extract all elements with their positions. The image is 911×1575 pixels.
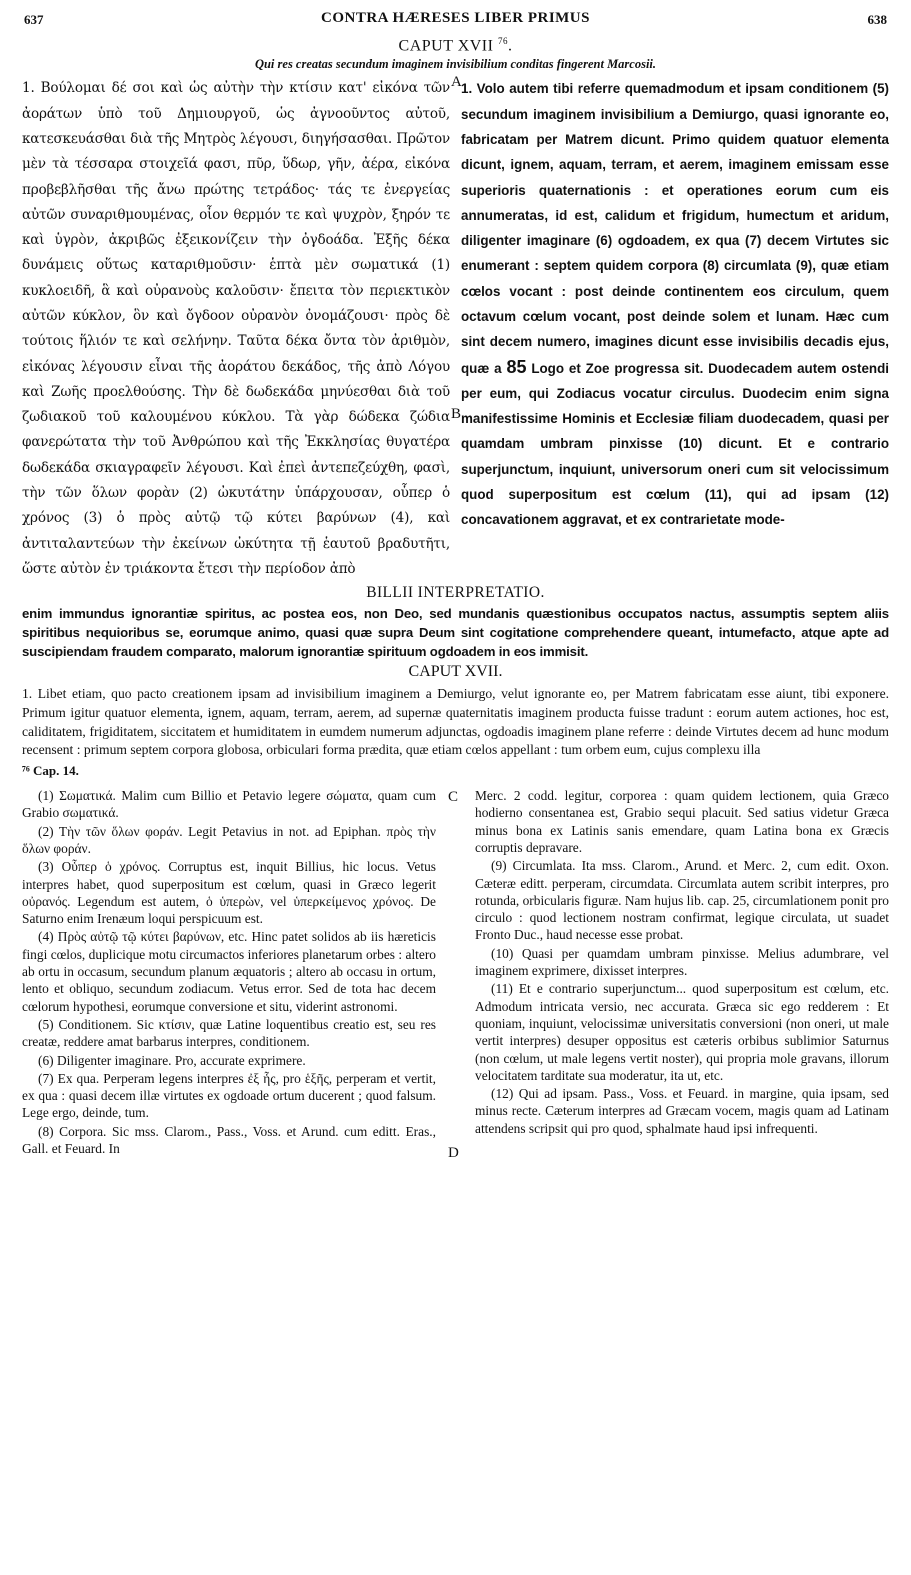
margin-letter-a: A <box>451 74 462 91</box>
greek-column <box>22 76 450 582</box>
note: (10) Quasi per quamdam umbram pinxisse. Melius adumbrare, vel imaginem exprimere, dixisset interpres. <box>475 945 889 979</box>
note: (8) Corpora. Sic mss. Clarom., Pass., Voss. et Arund. cum editt. Eras., Gall. et Feuard. In <box>22 1123 436 1157</box>
footnote-reference: ⁷⁶ Cap. 14. <box>22 763 79 779</box>
latin-text-part2: Logo et Zoe progressa sit. Duodecadem autem ostendi per eum, qui Zodiacus vocatur circulus. Duodecim enim signa manifestissime Hominis et Ecclesiæ filiam duodecadem, quasi per quamdam umbram pinxisse (10) dicunt. Et e contrario superjunctum, inquiunt, universorum oneri cum sit velocissimum quod superpositum est cœlum (11), qui ad ipsam (12) concavationem aggravat, et ex contrarietate mode- <box>461 360 889 528</box>
chapter-2-text: 1. Libet etiam, quo pacto creationem ipsam ad invisibilium imaginem a Demiurgo, velut ignorante eo, per Matrem fabricatam esse aiunt, tibi exponere. Primum igitur quatuor elementa, ignem, aquam, terram, aerem, ad supernæ quaternitatis imaginem producta fuisse tradunt : eorum autem actiones, hoc est, caliditatem, frigiditatem, siccitatem et humiditatem in eumdem numerum adjunctas, ogdoadis imaginem plane referre : deinde Virtutes decem ad hunc modum recensent : primum septem corpora globosa, orbiculari forma prædita, quæ etiam cœlos appellant : tum orbem eum, cujus complexu illa <box>22 686 889 758</box>
notes-left-column <box>22 787 436 1158</box>
note: (7) Ex qua. Perperam legens interpres ἐξ ἧς, pro ἑξῆς, perperam et vertit, ex qua : quasi decem illæ virtutes ex ogdoade ortum ducerent ; quod falsum. Lege ergo, deinde, tum. <box>22 1070 436 1121</box>
chapter-heading-2: CAPUT XVII. <box>408 663 503 681</box>
chapter-label: CAPUT XVII <box>398 37 494 55</box>
billii-heading: BILLII INTERPRETATIO. <box>366 584 545 602</box>
note: (6) Diligenter imaginare. Pro, accurate exprimere. <box>38 1052 306 1068</box>
page-header <box>22 6 889 34</box>
margin-letter-d: D <box>448 1145 459 1162</box>
page-number-left: 637 <box>24 12 44 27</box>
notes-section <box>22 787 889 1162</box>
margin-letter-c: C <box>448 789 459 806</box>
note: (11) Et e contrario superjunctum... quod superpositum est cœlum, etc. Admodum intricata versio, nec accurata. Græca sic ego redderem : Et quoniam, inquiunt, velocissimæ universitatis conversioni (non oneri, ut male vertit interpres) desuper oppositus est cæteris orbibus sublimior Saturnus (non cœlum, ut male legens vertit noster), qui propria mole gravans, illorum velocitatem tarditate sua moderatur, ita ut, etc. <box>475 981 889 1083</box>
notes-right-column <box>475 787 889 1158</box>
parallel-text <box>22 76 889 582</box>
chapter-suffix: . <box>507 37 513 55</box>
note: (9) Circumlata. Ita mss. Clarom., Arund. et Merc. 2, cum edit. Oxon. Cæteræ editt. perperam, circumdata. Circumlata autem scribit interpres, pro rotunda, orbicularis figuræ. Nam hujus lib. cap. 25, circumlationem ponit pro circulo : quod lectionem nostram confirmat, legique circulata, ut suadet Fronto Duc., haud necesse esse probat. <box>475 858 889 943</box>
latin-text <box>461 76 889 532</box>
margin-letter-b: B <box>451 406 462 423</box>
latin-column <box>461 76 889 582</box>
page-number-right: 638 <box>867 12 887 27</box>
note: (2) Τὴν τῶν ὅλων φοράν. Legit Petavius in not. ad Epiphan. πρὸς τὴν ὅλων φοράν. <box>22 823 436 856</box>
note: (12) Qui ad ipsam. Pass., Voss. et Feuard. in margine, quia ipsam, sed minus recte. Cæterum interpres ad Græcam vocem, magis quam ad Latinam attendens scripsit qui pro quod, sphalmate haud ipsi infrequenti. <box>475 1086 889 1136</box>
note: (3) Οὗπερ ὁ χρόνος. Corruptus est, inquit Billius, hic locus. Vetus interpres habet, quod superpositum est cœlum, quasi in Græco legerit οὐρανός. Legendum est autem, ὁ ὑπερὼν, vel ὑπερκείμενος χρόνος. De Saturno enim Irenæum loqui perspicuum est. <box>22 859 436 927</box>
latin-marginal-number: 85 <box>506 356 527 377</box>
note: (4) Πρὸς αὐτῷ τῷ κύτει βαρύνων, etc. Hinc patet solidos ab iis hæreticis fingi cœlos, duplicique motu circumactos inferiores planetarum orbes : altero ab ortu in occasum, secundum planum æquatoris ; altero ab occasu in ortum, lento et obliquo, secundum zodiacum. Vetus error. Sed de tota hac decem cœlorum hypothesi, eorumque conversione et situ, viderint astronomi. <box>22 929 436 1014</box>
chapter-subtitle: Qui res creatas secundum imaginem invisibilium conditas fingerent Marcosii. <box>254 57 657 72</box>
note: Merc. 2 codd. legitur, corporea : quam quidem lectionem, quia Græco hodierno consentanea est, Grabio sequi placuit. Sed satius videtur Græca minus bona ex Latinis sanis emendare, quam Latina bona ex Græcis corruptis depravare. <box>475 788 889 855</box>
note: (1) Σωματικά. Malim cum Billio et Petavio legere σώματα, quam cum Grabio σωματικά. <box>22 788 436 821</box>
latin-text-part1: 1. Volo autem tibi referre quemadmodum et ipsam conditionem (5) secundum imaginem invisibilium a Demiurgo, quasi ignorante eo, fabricatam per Matrem dicunt. Primo quidem quatuor elementa dicunt, ignem, aquam, terram, et aerem, imaginem emissam esse superioris quaternationis : et operationes eorum cum eis annumeratas, id est, calidum et frigidum, humectum et aridum, diligenter imaginare (6) ogdoadem, ex qua (7) decem Virtutes sic enumerant : septem quidem corpora (8) circumlata (9), quæ etiam cœlos vocant : post deinde continentem eos circulum, quem octavum cœlum vocant, post deinde solem et lunam. Hæc cum sint decem numero, imagines dicunt esse invisibilis decadis ejus, quæ a <box>461 81 889 376</box>
greek-text: 1. Βούλομαι δέ σοι καὶ ὡς αὐτὴν τὴν κτίσιν κατ' εἰκόνα τῶν ἀοράτων ὑπὸ τοῦ Δημιουργοῦ, ὡς ἀγνοοῦντος αὐτοῦ, κατεσκευάσθαι διὰ τῆς Μητρὸς λέγουσι, διηγήσασθαι. Πρῶτον μὲν τὰ τέσσαρα στοιχεῖά φασι, πῦρ, ὕδωρ, γῆν, ἀέρα, εἰκόνα προβεβλῆσθαι τῆς ἄνω πρώτης τετράδος· τάς τε ἐνεργείας αὐτῶν συναριθμουμένας, οἷον θερμόν τε καὶ ψυχρὸν, ξηρόν τε καὶ ὑγρὸν, ἀκριβῶς ἐξεικονίζειν τὴν ὀγδοάδα. Ἐξῆς δέκα δυνάμεις οὕτως καταριθμοῦσιν· ἑπτὰ μὲν σωματικά (1) κυκλοειδῆ, ἃ καὶ οὐρανοὺς καλοῦσιν· ἔπειτα τὸν περιεκτικὸν αὐτῶν κύκλον, ὃν καὶ ὄγδοον οὐρανὸν ὀνομάζουσι· πρὸς δὲ τούτοις ἥλιόν τε καὶ σελήνην. Ταῦτα δέκα ὄντα τὸν ἀριθμὸν, εἰκόνας λέγουσιν εἶναι τῆς ἀοράτου δεκάδος, τῆς ἀπὸ Λόγου καὶ Ζωῆς προελθούσης. Τὴν δὲ δωδεκάδα μηνύεσθαι διὰ τοῦ ζωδιακοῦ τοῦ καλουμένου κύκλου. Τὰ γὰρ δώδεκα ζώδια φανερώτατα τὴν τοῦ Ἀνθρώπου καὶ τῆς Ἐκκλησίας θυγατέρα δωδεκάδα σκιαγραφεῖν λέγουσι. Καὶ ἐπεὶ ἀντεπεζεύχθη, φασὶ, τὴν τῶν ὅλων φορὰν (2) ὠκυτάτην ὑπάρχουσαν, οὗπερ ὁ χρόνος (3) ὁ πρὸς αὐτῷ τῷ κύτει βαρύνων (4), καὶ ἀντιταλαντεύων τὴν ἐκείνων ὠκύτητα τῇ ἑαυτοῦ βραδυτῆτι, ὥστε αὐτὸν ἐν τριάκοντα ἔτεσι τὴν περίοδον ἀπὸ <box>22 80 450 577</box>
book-page <box>22 6 889 1162</box>
chapter-footnote-mark: 76 <box>497 36 508 46</box>
chapter-heading <box>22 36 889 55</box>
billii-text: enim immundus ignorantiæ spiritus, ac postea eos, non Deo, sed mundanis quæstionibus occupatos nactus, assumptis septem aliis spiritibus nequioribus se, eorumque animo, quasi quæ supra Deum sint cogitatione comprehendere queant, intumefacto, atque apte ad suscipiendam fraudem comparato, malorum ignorantiæ spirituum ogdoadem in eos immisit. <box>22 606 889 660</box>
running-title: CONTRA HÆRESES LIBER PRIMUS <box>321 10 590 26</box>
note: (5) Conditionem. Sic κτίσιν, quæ Latine loquentibus creatio est, seu res creatæ, reddere amat barbarus interpres, conditionem. <box>22 1016 436 1050</box>
